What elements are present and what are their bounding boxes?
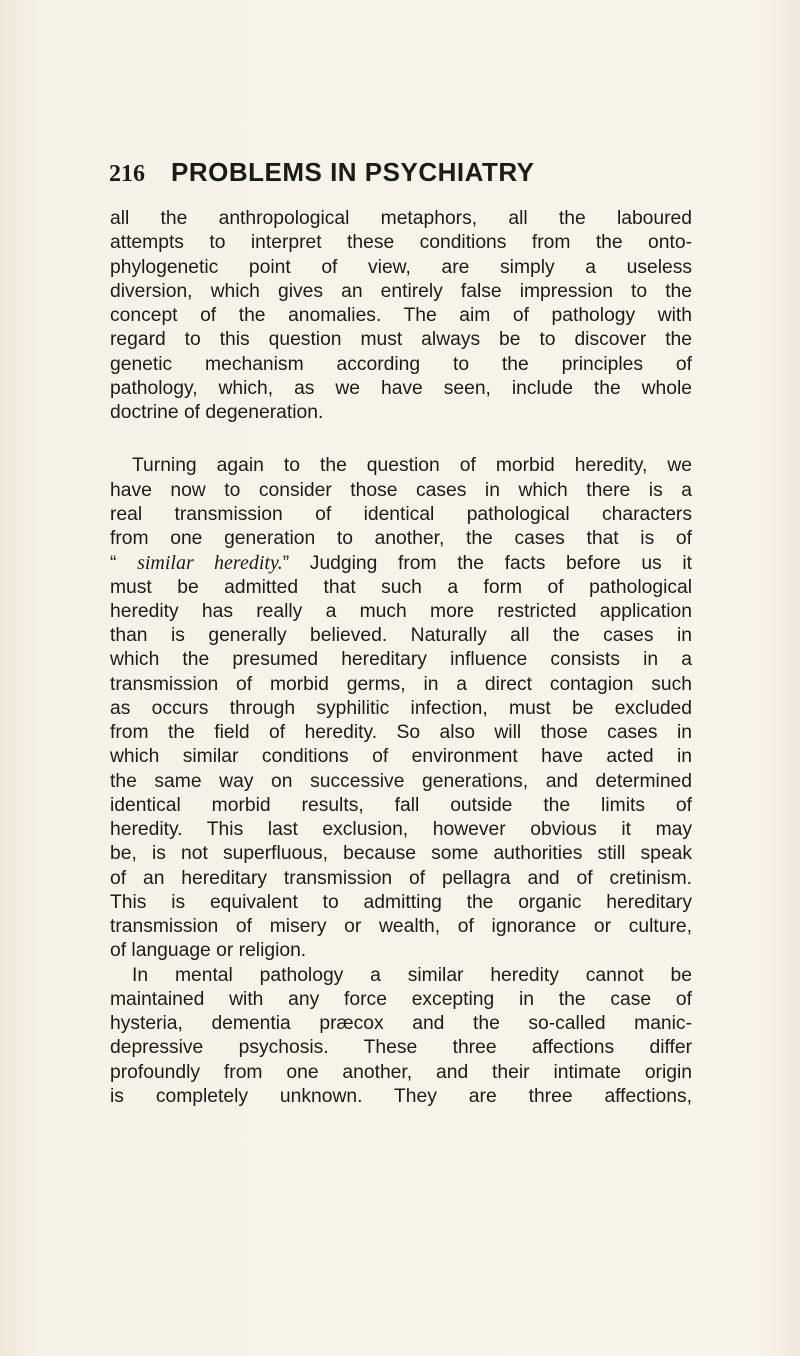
paragraph-3 [110, 964, 692, 1110]
text-line: In mental pathology a similar heredity cannot be [132, 964, 692, 986]
text-line: which the presumed hereditary influence consists in a [110, 649, 692, 671]
text-line: from the field of heredity. So also will those cases in [110, 722, 692, 743]
text-line: from one generation to another, the cases that is of [110, 528, 692, 549]
text-line: diversion, which gives an entirely false impression to the [110, 280, 692, 302]
text-line: genetic mechanism according to the principles of [110, 353, 692, 375]
text-line: is completely unknown. They are three affections, [110, 1085, 692, 1107]
text-line: of an hereditary transmission of pellagra and of cretinism. [110, 867, 692, 889]
line-remainder: ” Judging from the facts before us it [282, 553, 692, 575]
paragraph-gap [110, 425, 692, 454]
text-line: heredity. This last exclusion, however obvious it may [110, 819, 692, 840]
text-line: identical morbid results, fall outside the limits of [110, 794, 692, 816]
text-line: of language or religion. [110, 940, 307, 962]
page-header [109, 157, 709, 197]
open-quote: “ [110, 553, 138, 575]
text-line: pathology, which, as we have seen, include the whole [110, 377, 692, 399]
text-line: which similar conditions of environment have acted in [110, 746, 692, 768]
text-line: the same way on successive generations, and determined [110, 770, 692, 792]
text-line: depressive psychosis. These three affections differ [110, 1037, 692, 1059]
text-line: doctrine of degeneration. [110, 402, 324, 423]
text-line: attempts to interpret these conditions from the onto- [110, 232, 692, 254]
text-line: heredity has really a much more restricted application [110, 600, 692, 622]
text-line: as occurs through syphilitic infection, must be excluded [110, 697, 692, 719]
text-line: be, is not superfluous, because some authorities still speak [110, 843, 692, 865]
body-text [110, 207, 692, 1109]
paragraph-2 [110, 454, 692, 963]
text-line: concept of the anomalies. The aim of pathology with [110, 305, 692, 326]
text-line: profoundly from one another, and their intimate origin [110, 1061, 692, 1083]
text-line: all the anthropological metaphors, all the laboured [110, 208, 692, 229]
text-line: This is equivalent to admitting the organic hereditary [110, 891, 692, 913]
running-title: PROBLEMS IN PSYCHIATRY [171, 157, 535, 187]
text-line: phylogenetic point of view, are simply a useless [110, 256, 692, 278]
text-line: maintained with any force excepting in the case of [110, 988, 692, 1010]
text-line-with-emphasis [110, 551, 692, 575]
text-line: transmission of morbid germs, in a direct contagion such [110, 673, 692, 695]
text-line: hysteria, dementia præcox and the so-called manic- [110, 1013, 692, 1034]
text-line: have now to consider those cases in which there is a [110, 479, 692, 501]
page-number: 216 [109, 161, 145, 187]
text-line: Turning again to the question of morbid heredity, we [132, 455, 692, 477]
text-line: regard to this question must always be to discover the [110, 329, 692, 351]
text-line: than is generally believed. Naturally all the cases in [110, 625, 692, 646]
text-line: real transmission of identical pathological characters [110, 503, 692, 525]
paragraph-1 [110, 207, 692, 425]
text-line: transmission of misery or wealth, of ignorance or culture, [110, 916, 692, 937]
emphasis-term: similar heredity. [137, 552, 283, 575]
text-line: must be admitted that such a form of pathological [110, 576, 692, 598]
